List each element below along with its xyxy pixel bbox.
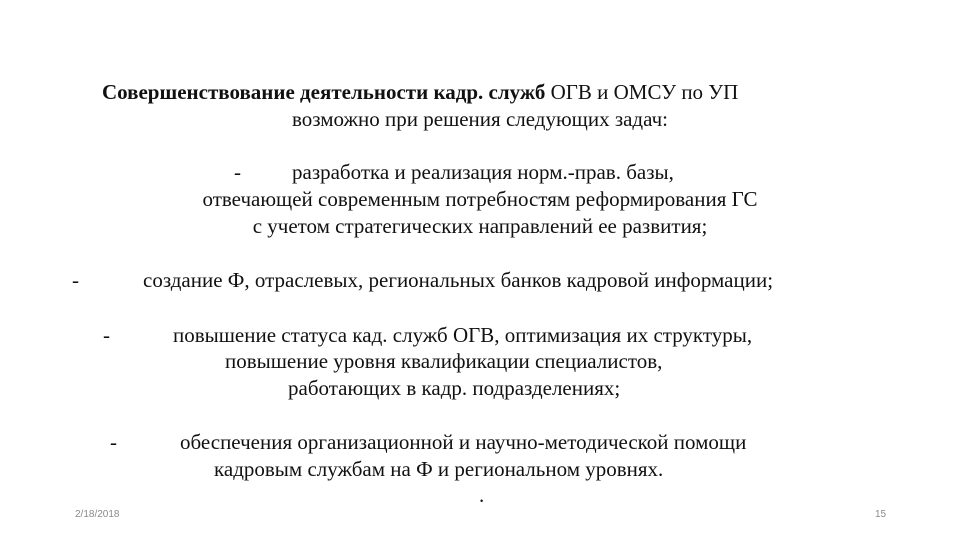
item-2-dash: - (72, 268, 79, 292)
item-3-line-1: повышение статуса кад. служб ОГВ, оптимизация их структуры, (173, 323, 753, 347)
item-1-line-3: с учетом стратегических направлений ее развития; (252, 214, 708, 238)
footer-page-number: 15 (875, 509, 887, 520)
footer-date: 2/18/2018 (75, 509, 120, 520)
item-4-dash: - (110, 430, 117, 454)
item-3-dash: - (103, 323, 110, 347)
slide-title-normal: ОГВ и ОМСУ по УП (545, 80, 739, 104)
item-3-line-2: повышение уровня квалификации специалистов, (225, 349, 663, 373)
slide-title-bold: Совершенствование деятельности кадр. служб (102, 80, 546, 104)
item-1-line-2: отвечающей современным потребностям реформирования ГС (202, 187, 758, 211)
slide-title-line-2: возможно при решения следующих задач: (291, 107, 668, 131)
item-1-line-1: разработка и реализация норм.-прав. базы, (292, 160, 674, 184)
slide-title-line-1 (102, 80, 738, 105)
item-4-line-3: . (479, 483, 485, 507)
item-2-line-1: создание Ф, отраслевых, региональных банков кадровой информации; (143, 268, 774, 292)
item-1-dash: - (234, 160, 241, 184)
item-3-line-3: работающих в кадр. подразделениях; (288, 376, 621, 400)
item-4-line-1: обеспечения организационной и научно-методической помощи (180, 430, 747, 454)
item-4-line-2: кадровым службам на Ф и региональном уровнях. (214, 457, 664, 481)
